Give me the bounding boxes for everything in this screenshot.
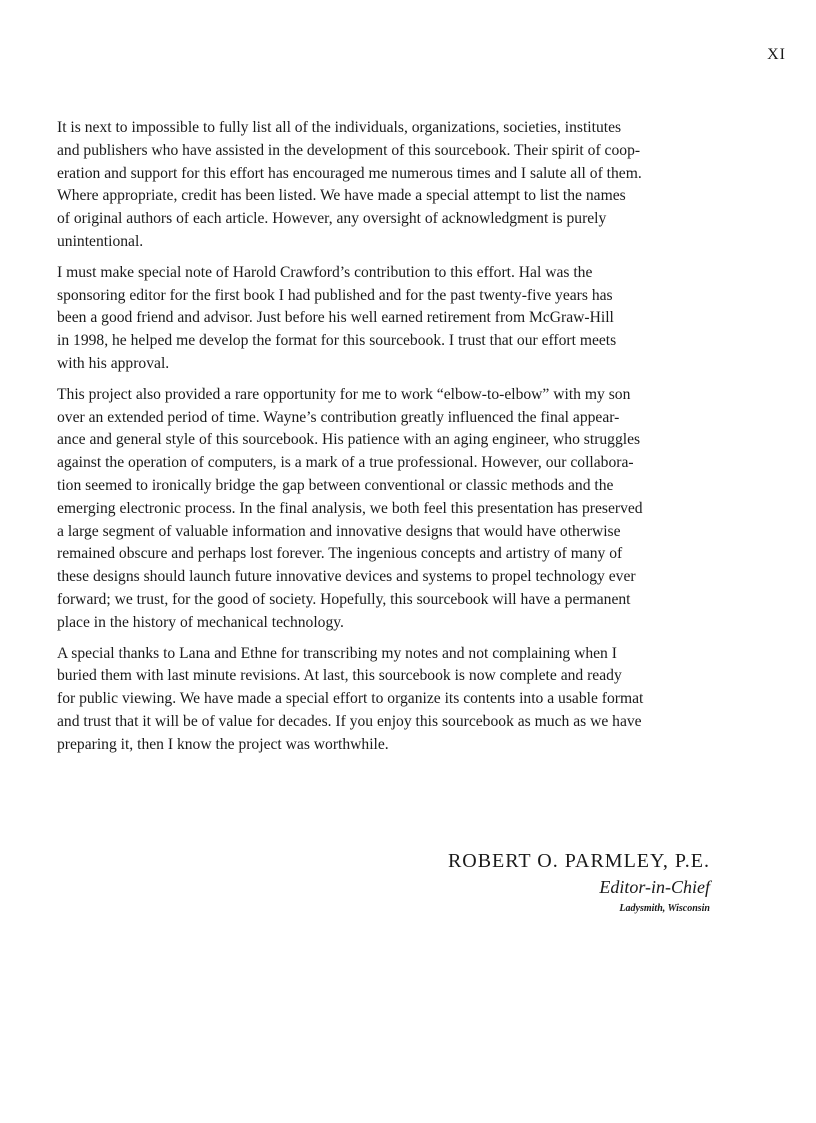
- author-title: Editor-in-Chief: [599, 877, 710, 897]
- text-line: Where appropriate, credit has been listed. We have made a special attempt to list the names: [57, 187, 626, 205]
- body-text: [57, 117, 717, 765]
- paragraph-4: [57, 643, 717, 757]
- text-line: ance and general style of this sourcebook. His patience with an aging engineer, who struggles: [57, 431, 641, 449]
- page-number: XI: [767, 46, 786, 63]
- text-line: buried them with last minute revisions. At last, this sourcebook is now complete and ready: [57, 667, 622, 685]
- text-line: eration and support for this effort has encouraged me numerous times and I salute all of them.: [57, 164, 642, 182]
- text-line: in 1998, he helped me develop the format for this sourcebook. I trust that our effort meets: [57, 332, 617, 350]
- text-line: forward; we trust, for the good of society. Hopefully, this sourcebook will have a permanent: [57, 590, 631, 608]
- text-line: preparing it, then I know the project was worthwhile.: [57, 735, 389, 753]
- author-location: Ladysmith, Wisconsin: [619, 903, 710, 914]
- text-line: with his approval.: [57, 354, 170, 372]
- text-line: and publishers who have assisted in the development of this sourcebook. Their spirit of coop-: [57, 141, 641, 159]
- paragraph-1: [57, 117, 717, 254]
- text-line: for public viewing. We have made a special effort to organize its contents into a usable format: [57, 690, 644, 708]
- paragraph-2: [57, 262, 717, 376]
- text-line: been a good friend and advisor. Just before his well earned retirement from McGraw-Hill: [57, 309, 614, 327]
- text-line: tion seemed to ironically bridge the gap between conventional or classic methods and the: [57, 476, 614, 494]
- paragraph-3: [57, 384, 717, 635]
- text-line: It is next to impossible to fully list all of the individuals, organizations, societies, institutes: [57, 119, 622, 136]
- text-line: these designs should launch future innovative devices and systems to propel technology ever: [57, 568, 636, 586]
- text-line: sponsoring editor for the first book I had published and for the past twenty-five years has: [57, 286, 613, 304]
- text-line: and trust that it will be of value for decades. If you enjoy this sourcebook as much as we have: [57, 712, 642, 730]
- text-line: remained obscure and perhaps lost forever. The ingenious concepts and artistry of many of: [57, 545, 623, 563]
- text-line: a large segment of valuable information and innovative designs that would have otherwise: [57, 522, 621, 540]
- text-line: over an extended period of time. Wayne’s contribution greatly influenced the final appear-: [57, 408, 620, 426]
- author-name: ROBERT O. PARMLEY, P.E.: [447, 850, 710, 872]
- text-line: against the operation of computers, is a mark of a true professional. However, our collabora-: [57, 454, 634, 472]
- signature-block: [420, 847, 710, 916]
- text-line: of original authors of each article. However, any oversight of acknowledgment is purely: [57, 210, 607, 228]
- text-line: place in the history of mechanical technology.: [57, 613, 344, 631]
- text-line: I must make special note of Harold Crawford’s contribution to this effort. Hal was the: [57, 263, 593, 281]
- text-line: emerging electronic process. In the final analysis, we both feel this presentation has preserved: [57, 499, 643, 517]
- text-line: This project also provided a rare opportunity for me to work “elbow-to-elbow” with my son: [57, 385, 631, 403]
- text-line: unintentional.: [57, 232, 144, 250]
- text-line: A special thanks to Lana and Ethne for transcribing my notes and not complaining when I: [57, 644, 617, 662]
